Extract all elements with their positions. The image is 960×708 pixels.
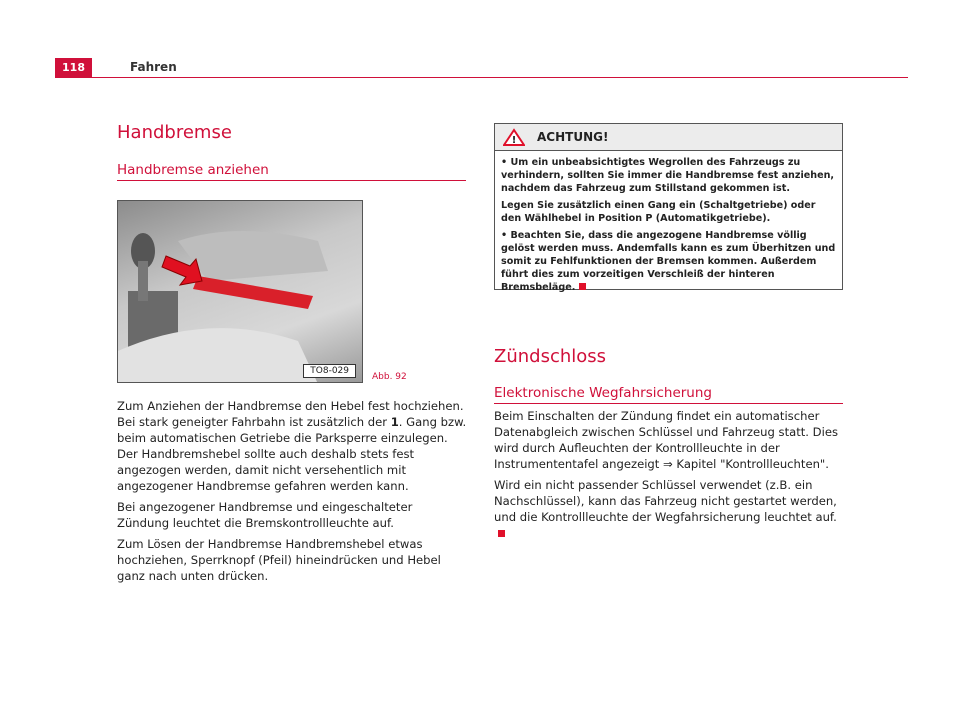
paragraph — [117, 398, 467, 494]
chapter-title: Fahren — [130, 60, 177, 74]
gear-number: 1 — [390, 415, 399, 429]
handbrake-lever — [193, 276, 313, 309]
paragraph-text: Zum Anziehen der Handbremse den Hebel fest hochziehen. Bei stark geneigter Fahrbahn ist zusätzlich der — [117, 399, 464, 429]
section-title-zuendschloss: Zündschloss — [494, 346, 607, 367]
paragraph-text: Wird ein nicht passender Schlüssel verwendet (z.B. ein Nachschlüssel), kann das Fahrzeug nicht gestartet werden, und die Kontrollleuchte der Wegfahrsicherung leuchtet auf. — [494, 478, 837, 524]
header-divider — [92, 77, 908, 78]
warning-title: ACHTUNG! — [537, 130, 609, 144]
section-title-handbremse: Handbremse — [117, 122, 232, 143]
end-marker-icon — [498, 530, 505, 537]
warning-item — [501, 229, 836, 294]
paragraph — [494, 477, 844, 541]
warning-item: Legen Sie zusätzlich einen Gang ein (Schaltgetriebe) oder den Wählhebel in Position P (Automatikgetriebe). — [501, 200, 816, 224]
warning-item: • Um ein unbeabsichtigtes Wegrollen des Fahrzeugs zu verhindern, sollten Sie immer die Handbremse fest anziehen, nachdem das Fahrzeug zum Stillstand gekommen ist. — [501, 157, 835, 194]
subsection-title-wegfahrsicherung: Elektronische Wegfahrsicherung — [494, 385, 843, 404]
paragraph: Beim Einschalten der Zündung findet ein automatischer Datenabgleich zwischen Schlüssel und Fahrzeug statt. Dies wird durch Aufleuchten der Kontrollleuchte in der Instrumententafel angezeigt ⇒ Kapitel "Kontrollleuchten". — [494, 409, 839, 471]
svg-text:!: ! — [511, 135, 517, 146]
arrow-icon — [162, 256, 202, 285]
page-number: 118 — [55, 58, 92, 78]
figure-code: TO8-029 — [303, 364, 356, 378]
warning-triangle-icon — [503, 128, 525, 146]
warning-header — [495, 124, 842, 151]
end-marker-icon — [579, 283, 586, 290]
figure-caption: Abb. 92 — [372, 372, 407, 382]
warning-text: • Beachten Sie, dass die angezogene Handbremse völlig gelöst werden muss. Andemfalls kann es zum Überhitzen und somit zu Fehlfunktionen der Bremsen kommen. Außerdem führt dies zum vorzeitigen Verschleiß der hinteren Bremsbeläge. — [501, 230, 836, 293]
paragraph-text: . Gang bzw. beim automatischen Getriebe die Parksperre einzulegen. Der Handbremshebel sollte auch deshalb stets fest angezogen werden, damit nicht versehentlich mit angezogener Handbremse gefahren werden kann. — [117, 415, 467, 493]
handbrake-figure — [117, 200, 363, 383]
handbrake-illustration — [118, 201, 363, 383]
warning-box — [494, 123, 843, 293]
left-body — [117, 398, 467, 589]
paragraph: Bei angezogener Handbremse und eingeschalteter Zündung leuchtet die Bremskontrollleuchte auf. — [117, 500, 413, 530]
right-body — [494, 408, 844, 546]
paragraph: Zum Lösen der Handbremse Handbremshebel etwas hochziehen, Sperrknopf (Pfeil) hineindrücken und Hebel ganz nach unten drücken. — [117, 537, 441, 583]
subsection-title-handbremse-anziehen: Handbremse anziehen — [117, 162, 466, 181]
